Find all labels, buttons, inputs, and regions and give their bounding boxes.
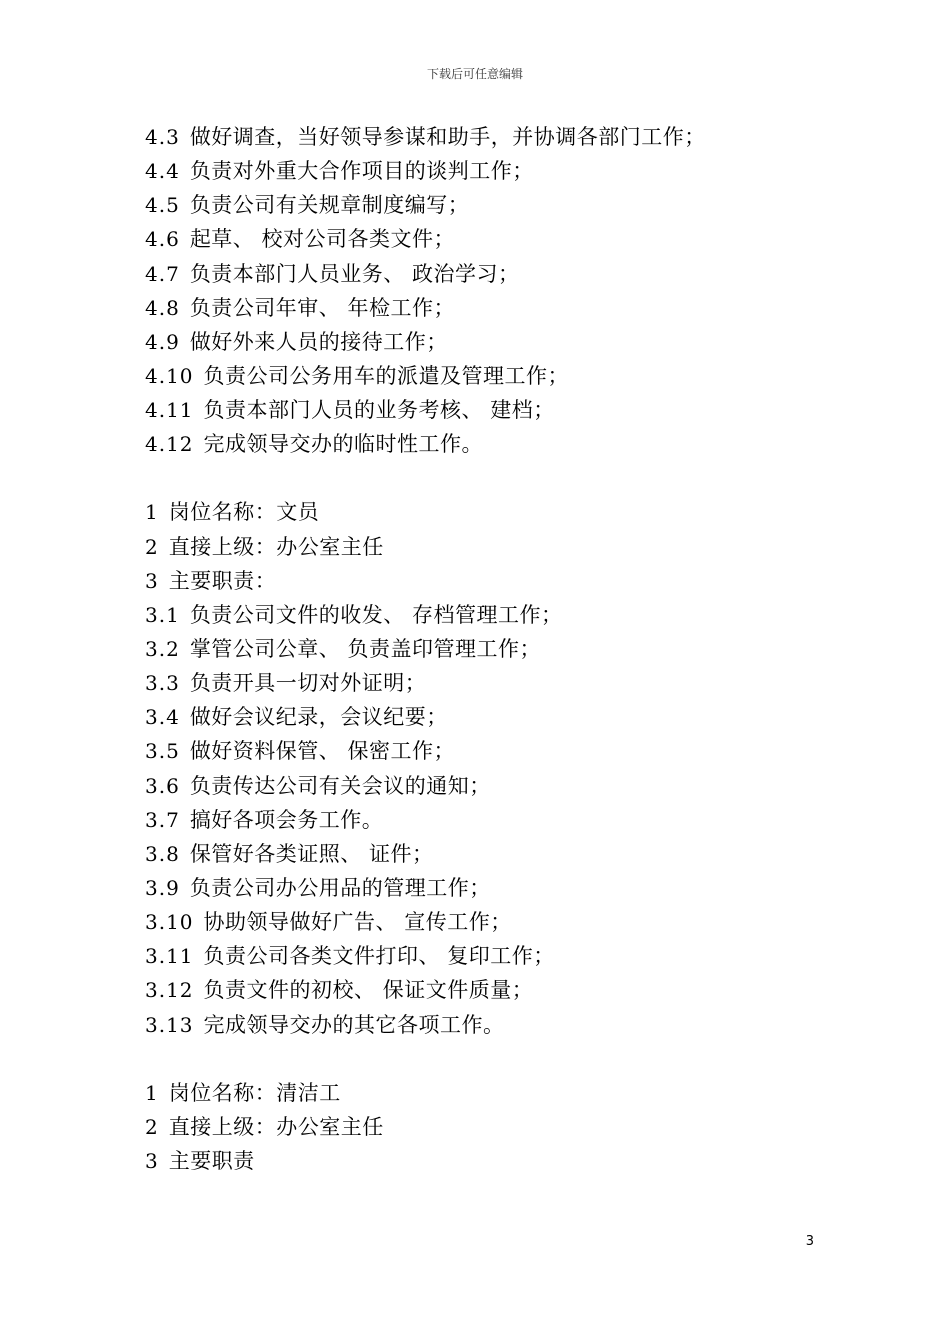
list-item <box>145 1008 845 1042</box>
item-number: 3.6 <box>145 773 180 798</box>
list-item <box>145 939 845 973</box>
item-text: 负责本部门人员的业务考核、 建档； <box>203 398 555 423</box>
item-number: 4.7 <box>145 261 180 286</box>
list-item <box>145 325 845 359</box>
item-number: 4.10 <box>145 363 194 388</box>
item-text: 岗位名称：清洁工 <box>168 1080 341 1105</box>
page-header-note: 下载后可任意编辑 <box>426 67 523 81</box>
list-item <box>145 734 845 768</box>
section-duties-continued <box>145 120 845 461</box>
list-item <box>145 837 845 871</box>
list-item <box>145 120 845 154</box>
item-number: 3.1 <box>145 602 180 627</box>
section-cleaner <box>145 1076 845 1178</box>
item-number: 4.4 <box>145 159 180 184</box>
list-item <box>145 973 845 1007</box>
item-text: 负责文件的初校、 保证文件质量； <box>203 978 534 1003</box>
item-number: 3.5 <box>145 739 180 764</box>
list-item <box>145 495 845 529</box>
item-text: 负责公司公务用车的派遣及管理工作； <box>203 363 570 388</box>
item-text: 负责开具一切对外证明； <box>189 671 427 696</box>
item-text: 起草、 校对公司各类文件； <box>189 227 455 252</box>
list-item <box>145 1110 845 1144</box>
item-text: 做好调查，当好领导参谋和助手，并协调各部门工作； <box>189 125 706 149</box>
item-number: 3 <box>145 1148 159 1173</box>
item-text: 直接上级：办公室主任 <box>168 534 384 559</box>
item-number: 3.2 <box>145 636 180 661</box>
item-number: 1 <box>145 500 159 525</box>
item-text: 主要职责 <box>168 1148 255 1173</box>
item-text: 负责公司办公用品的管理工作； <box>189 875 491 900</box>
item-number: 3.4 <box>145 705 180 730</box>
item-text: 掌管公司公章、 负责盖印管理工作； <box>189 636 541 661</box>
item-text: 负责公司年审、 年检工作； <box>189 295 455 320</box>
item-number: 3.3 <box>145 671 180 696</box>
item-text: 完成领导交办的临时性工作。 <box>203 432 484 457</box>
item-text: 协助领导做好广告、 宣传工作； <box>203 910 512 935</box>
item-number: 4.12 <box>145 432 194 457</box>
item-number: 3.9 <box>145 875 180 900</box>
item-number: 4.5 <box>145 193 180 218</box>
list-item <box>145 769 845 803</box>
item-text: 负责公司文件的收发、 存档管理工作； <box>189 602 563 627</box>
item-number: 1 <box>145 1080 159 1105</box>
item-text: 做好会议纪录，会议纪要； <box>189 705 448 730</box>
item-text: 负责对外重大合作项目的谈判工作； <box>189 159 534 184</box>
item-number: 3.8 <box>145 841 180 866</box>
list-item <box>145 1076 845 1110</box>
item-number: 4.6 <box>145 227 180 252</box>
item-text: 直接上级：办公室主任 <box>168 1114 384 1139</box>
item-text: 负责公司各类文件打印、 复印工作； <box>203 944 555 969</box>
item-text: 完成领导交办的其它各项工作。 <box>203 1012 505 1037</box>
page-number: 3 <box>805 1234 814 1249</box>
item-text: 搞好各项会务工作。 <box>189 807 384 832</box>
item-number: 4.9 <box>145 329 180 354</box>
list-item <box>145 905 845 939</box>
item-text: 负责传达公司有关会议的通知； <box>189 773 491 798</box>
document-body <box>145 120 845 1178</box>
list-item <box>145 393 845 427</box>
item-number: 3.12 <box>145 978 194 1003</box>
item-number: 3 <box>145 568 159 593</box>
list-item <box>145 222 845 256</box>
item-text: 做好外来人员的接待工作； <box>189 329 448 354</box>
list-item <box>145 598 845 632</box>
item-text: 做好资料保管、 保密工作； <box>189 739 455 764</box>
list-item <box>145 359 845 393</box>
item-number: 3.7 <box>145 807 180 832</box>
item-number: 4.11 <box>145 398 194 423</box>
list-item <box>145 1144 845 1178</box>
section-clerk <box>145 495 845 1041</box>
item-number: 3.10 <box>145 910 194 935</box>
list-item <box>145 188 845 222</box>
list-item <box>145 564 845 598</box>
item-number: 4.3 <box>145 125 180 149</box>
list-item <box>145 427 845 461</box>
item-number: 2 <box>145 534 159 559</box>
list-item <box>145 530 845 564</box>
item-text: 主要职责： <box>168 568 277 593</box>
list-item <box>145 291 845 325</box>
item-number: 3.13 <box>145 1012 194 1037</box>
item-number: 2 <box>145 1114 159 1139</box>
list-item <box>145 632 845 666</box>
list-item <box>145 257 845 291</box>
item-text: 负责本部门人员业务、 政治学习； <box>189 261 520 286</box>
list-item <box>145 700 845 734</box>
list-item <box>145 871 845 905</box>
list-item <box>145 154 845 188</box>
item-text: 保管好各类证照、 证件； <box>189 841 434 866</box>
item-number: 3.11 <box>145 944 194 969</box>
list-item <box>145 803 845 837</box>
item-number: 4.8 <box>145 295 180 320</box>
list-item <box>145 666 845 700</box>
item-text: 负责公司有关规章制度编写； <box>189 193 470 218</box>
item-text: 岗位名称：文员 <box>168 500 320 525</box>
